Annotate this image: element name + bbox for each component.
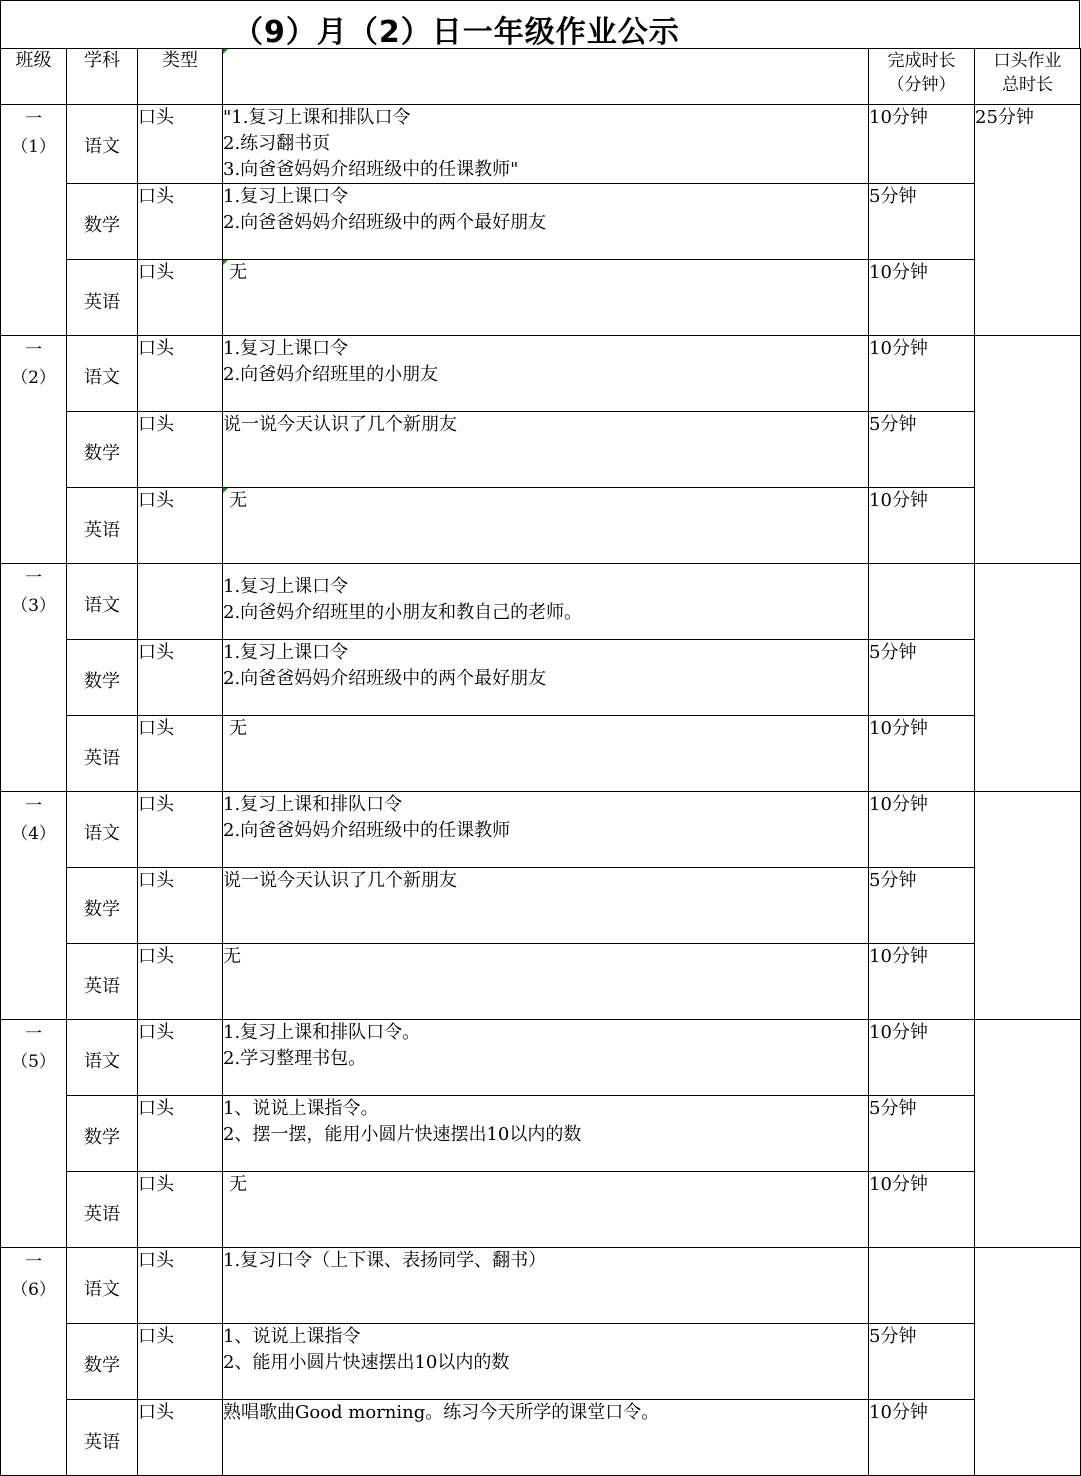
subject-cell xyxy=(67,412,138,488)
type-cell: 口头 xyxy=(138,1248,223,1324)
content-cell xyxy=(223,716,869,792)
table-row xyxy=(1,1096,1081,1172)
type-cell: 口头 xyxy=(138,1020,223,1096)
subject-cell xyxy=(67,260,138,336)
table-row xyxy=(1,868,1081,944)
class-name-line1: 一 xyxy=(25,340,42,360)
class-name-line1: 一 xyxy=(25,1252,42,1272)
content-line: 1.复习上课口令 xyxy=(223,338,349,359)
content-line: 无 xyxy=(229,490,247,511)
subject-label: 语文 xyxy=(84,1279,120,1300)
class-name-line2: （6） xyxy=(11,1280,56,1300)
content-line: 2.向爸爸妈妈介绍班级中的两个最好朋友 xyxy=(223,668,547,689)
header-content xyxy=(223,49,869,105)
content-line: 无 xyxy=(223,946,241,967)
type-cell: 口头 xyxy=(138,868,223,944)
class-cell xyxy=(1,792,67,1020)
table-row xyxy=(1,1324,1081,1400)
content-line: 3.向爸爸妈妈介绍班级中的任课教师" xyxy=(223,159,519,180)
content-line: 2.练习翻书页 xyxy=(223,133,331,154)
table-row xyxy=(1,488,1081,564)
subject-label: 英语 xyxy=(84,1432,120,1453)
content-line: 1.复习上课口令 xyxy=(223,186,349,207)
type-cell: 口头 xyxy=(138,944,223,1020)
table-row xyxy=(1,184,1081,260)
subject-cell xyxy=(67,1324,138,1400)
duration-cell: 10分钟 xyxy=(869,716,975,792)
class-name-line1: 一 xyxy=(25,796,42,816)
duration-cell: 10分钟 xyxy=(869,1400,975,1476)
total-duration-cell: 25分钟 xyxy=(975,105,1081,336)
table-row xyxy=(1,792,1081,868)
content-line: 说一说今天认识了几个新朋友 xyxy=(223,870,457,891)
content-cell xyxy=(223,1248,869,1324)
class-name-line1: 一 xyxy=(25,568,42,588)
subject-label: 语文 xyxy=(84,595,120,616)
class-name-line2: （2） xyxy=(11,368,56,388)
class-cell xyxy=(1,564,67,792)
content-cell xyxy=(223,412,869,488)
subject-cell xyxy=(67,1172,138,1248)
subject-cell xyxy=(67,716,138,792)
table-row xyxy=(1,412,1081,488)
header-duration-line1: 完成时长 xyxy=(887,51,956,71)
class-name-line1: 一 xyxy=(25,109,42,129)
subject-cell xyxy=(67,564,138,640)
content-cell xyxy=(223,944,869,1020)
duration-cell: 10分钟 xyxy=(869,1172,975,1248)
content-cell xyxy=(223,184,869,260)
subject-label: 英语 xyxy=(84,748,120,769)
duration-cell: 10分钟 xyxy=(869,336,975,412)
content-line: 1.复习上课口令 xyxy=(223,576,349,597)
type-cell: 口头 xyxy=(138,1172,223,1248)
class-name-line2: （4） xyxy=(11,824,56,844)
subject-label: 语文 xyxy=(84,367,120,388)
table-row xyxy=(1,336,1081,412)
content-cell xyxy=(223,488,869,564)
content-cell xyxy=(223,1324,869,1400)
subject-cell xyxy=(67,1020,138,1096)
class-name-line2: （3） xyxy=(11,596,56,616)
subject-cell xyxy=(67,1248,138,1324)
subject-label: 数学 xyxy=(84,215,120,236)
subject-label: 数学 xyxy=(84,899,120,920)
table-row xyxy=(1,1400,1081,1476)
table-row xyxy=(1,260,1081,336)
duration-cell: 5分钟 xyxy=(869,412,975,488)
duration-cell: 10分钟 xyxy=(869,792,975,868)
content-cell xyxy=(223,1096,869,1172)
subject-label: 英语 xyxy=(84,292,120,313)
content-cell xyxy=(223,564,869,640)
content-cell xyxy=(223,336,869,412)
total-duration-cell xyxy=(975,336,1081,564)
content-line: 说一说今天认识了几个新朋友 xyxy=(223,414,457,435)
header-type: 类型 xyxy=(138,49,223,105)
content-cell xyxy=(223,1400,869,1476)
content-line: 无 xyxy=(229,1174,247,1195)
table-row xyxy=(1,564,1081,640)
subject-label: 语文 xyxy=(84,1051,120,1072)
subject-label: 数学 xyxy=(84,443,120,464)
subject-cell xyxy=(67,488,138,564)
header-total-line2: 总时长 xyxy=(1002,75,1053,95)
total-duration-cell xyxy=(975,1020,1081,1248)
table-row xyxy=(1,1172,1081,1248)
duration-cell xyxy=(869,1248,975,1324)
subject-cell xyxy=(67,336,138,412)
header-class: 班级 xyxy=(1,49,67,105)
type-cell: 口头 xyxy=(138,260,223,336)
content-cell xyxy=(223,792,869,868)
type-cell: 口头 xyxy=(138,412,223,488)
duration-cell: 10分钟 xyxy=(869,105,975,184)
class-cell xyxy=(1,1020,67,1248)
header-subject: 学科 xyxy=(67,49,138,105)
content-line: 1、说说上课指令 xyxy=(223,1326,361,1347)
content-cell xyxy=(223,640,869,716)
content-line: 1、说说上课指令。 xyxy=(223,1098,379,1119)
subject-cell xyxy=(67,868,138,944)
header-duration-line2: （分钟） xyxy=(887,75,956,95)
class-cell xyxy=(1,105,67,336)
table-row xyxy=(1,944,1081,1020)
class-name-line2: （1） xyxy=(11,137,56,157)
content-line: 2.向爸妈介绍班里的小朋友和教自己的老师。 xyxy=(223,602,583,623)
type-cell: 口头 xyxy=(138,488,223,564)
header-duration xyxy=(869,49,975,105)
subject-label: 语文 xyxy=(84,823,120,844)
duration-cell: 10分钟 xyxy=(869,944,975,1020)
type-cell: 口头 xyxy=(138,716,223,792)
subject-label: 英语 xyxy=(84,976,120,997)
title-row xyxy=(0,0,1080,48)
type-cell: 口头 xyxy=(138,640,223,716)
type-cell: 口头 xyxy=(138,336,223,412)
content-line: 2、摆一摆，能用小圆片快速摆出10以内的数 xyxy=(223,1124,582,1145)
total-duration-cell xyxy=(975,792,1081,1020)
content-line: 1.复习口令（上下课、表扬同学、翻书） xyxy=(223,1250,547,1271)
table-row xyxy=(1,1248,1081,1324)
subject-cell xyxy=(67,1400,138,1476)
content-line: 2.学习整理书包。 xyxy=(223,1048,367,1069)
type-cell: 口头 xyxy=(138,184,223,260)
type-cell: 口头 xyxy=(138,792,223,868)
class-name-line2: （5） xyxy=(11,1052,56,1072)
duration-cell: 10分钟 xyxy=(869,1020,975,1096)
subject-label: 数学 xyxy=(84,1355,120,1376)
content-cell xyxy=(223,1020,869,1096)
subject-cell xyxy=(67,640,138,716)
table-row xyxy=(1,640,1081,716)
content-line: "1.复习上课和排队口令 xyxy=(223,107,411,128)
header-row xyxy=(1,49,1081,105)
content-cell xyxy=(223,868,869,944)
class-cell xyxy=(1,1248,67,1476)
content-line: 1.复习上课口令 xyxy=(223,642,349,663)
content-line: 2、能用小圆片快速摆出10以内的数 xyxy=(223,1352,510,1373)
total-duration-cell xyxy=(975,564,1081,792)
table-row xyxy=(1,105,1081,184)
subject-label: 语文 xyxy=(84,136,120,157)
duration-cell xyxy=(869,564,975,640)
subject-cell xyxy=(67,944,138,1020)
homework-table xyxy=(0,48,1081,1476)
subject-cell xyxy=(67,184,138,260)
header-total-line1: 口头作业 xyxy=(993,51,1062,71)
type-cell xyxy=(138,564,223,640)
content-cell xyxy=(223,260,869,336)
subject-cell xyxy=(67,105,138,184)
subject-label: 英语 xyxy=(84,1204,120,1225)
type-cell: 口头 xyxy=(138,105,223,184)
table-row xyxy=(1,716,1081,792)
duration-cell: 5分钟 xyxy=(869,640,975,716)
content-line: 2.向爸妈介绍班里的小朋友 xyxy=(223,364,439,385)
header-total xyxy=(975,49,1081,105)
type-cell: 口头 xyxy=(138,1096,223,1172)
content-cell xyxy=(223,1172,869,1248)
duration-cell: 5分钟 xyxy=(869,1324,975,1400)
content-line: 无 xyxy=(229,262,247,283)
duration-cell: 5分钟 xyxy=(869,184,975,260)
content-line: 2.向爸爸妈妈介绍班级中的两个最好朋友 xyxy=(223,212,547,233)
class-name-line1: 一 xyxy=(25,1024,42,1044)
subject-label: 数学 xyxy=(84,1127,120,1148)
table-body xyxy=(1,105,1081,1476)
content-line: 1.复习上课和排队口令。 xyxy=(223,1022,421,1043)
subject-cell xyxy=(67,1096,138,1172)
duration-cell: 10分钟 xyxy=(869,488,975,564)
duration-cell: 5分钟 xyxy=(869,1096,975,1172)
duration-cell: 10分钟 xyxy=(869,260,975,336)
content-line: 无 xyxy=(229,718,247,739)
content-line: 熟唱歌曲Good morning。练习今天所学的课堂口令。 xyxy=(223,1402,660,1423)
subject-label: 英语 xyxy=(84,520,120,541)
content-line: 1.复习上课和排队口令 xyxy=(223,794,403,815)
duration-cell: 5分钟 xyxy=(869,868,975,944)
type-cell: 口头 xyxy=(138,1324,223,1400)
page-title: （9）月（2）日一年级作业公示 xyxy=(233,15,680,50)
content-cell xyxy=(223,105,869,184)
subject-label: 数学 xyxy=(84,671,120,692)
subject-cell xyxy=(67,792,138,868)
table-row xyxy=(1,1020,1081,1096)
type-cell: 口头 xyxy=(138,1400,223,1476)
content-line: 2.向爸爸妈妈介绍班级中的任课教师 xyxy=(223,820,511,841)
total-duration-cell xyxy=(975,1248,1081,1476)
class-cell xyxy=(1,336,67,564)
